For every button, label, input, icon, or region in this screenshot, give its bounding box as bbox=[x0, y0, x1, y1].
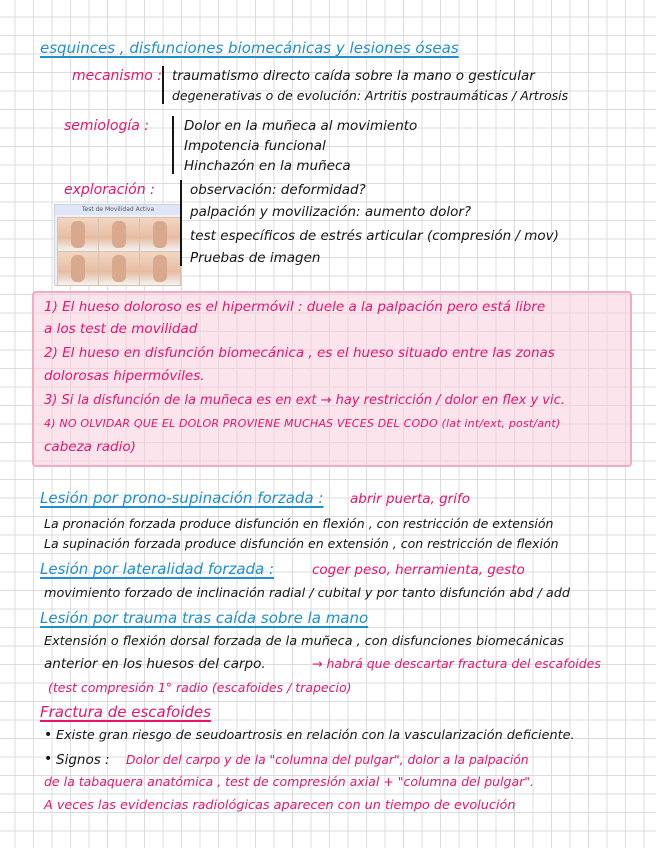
note-line-2: a los test de movilidad bbox=[44, 321, 198, 337]
prono-line-1: La pronación forzada produce disfunción en flexión , con restricción de extensión bbox=[44, 516, 554, 531]
photo-thumbnail bbox=[98, 251, 140, 286]
brace bbox=[180, 180, 182, 266]
trauma-line-2: anterior en los huesos del carpo. bbox=[44, 656, 266, 672]
prono-supination-title: Lesión por prono-supinación forzada : bbox=[40, 489, 324, 507]
trauma-test-note: (test compresión 1° radio (escafoides / trapecio) bbox=[48, 680, 352, 695]
brace bbox=[162, 66, 164, 104]
note-line-7: cabeza radio) bbox=[44, 439, 136, 455]
mecanismo-line-2: degenerativas o de evolución: Artritis postraumáticas / Artrosis bbox=[172, 88, 569, 103]
escafoides-line-3: de la tabaquera anatómica , test de compresión axial + "columna del pulgar". bbox=[44, 774, 534, 789]
trauma-line-1: Extensión o flexión dorsal forzada de la muñeca , con disfunciones biomecánicas bbox=[44, 634, 564, 649]
note-line-6: 4) NO OLVIDAR QUE EL DOLOR PROVIENE MUCHAS VECES DEL CODO (lat int/ext, post/ant) bbox=[44, 417, 561, 430]
section-title: esquinces , disfunciones biomecánicas y lesiones óseas bbox=[40, 39, 459, 57]
photo-caption: Test de Movilidad Activa bbox=[55, 205, 181, 215]
brace bbox=[172, 116, 174, 174]
photo-thumbnail bbox=[57, 217, 99, 252]
escafoides-signos-label: Signos : bbox=[56, 752, 110, 768]
prono-supination-examples: abrir puerta, grifo bbox=[350, 491, 470, 507]
exploracion-line-1: observación: deformidad? bbox=[190, 182, 366, 198]
semiologia-line-2: Impotencia funcional bbox=[184, 138, 326, 154]
exploracion-line-3: test específicos de estrés articular (compresión / mov) bbox=[190, 228, 559, 244]
trauma-arrow-note: → habrá que descartar fractura del escafoides bbox=[312, 656, 601, 671]
note-line-5: 3) Si la disfunción de la muñeca es en ext → hay restricción / dolor en flex y vic. bbox=[44, 393, 565, 408]
bullet-icon: • bbox=[44, 727, 53, 743]
semiologia-line-1: Dolor en la muñeca al movimiento bbox=[184, 118, 418, 134]
exploracion-label: exploración : bbox=[64, 182, 155, 198]
note-line-4: dolorosas hipermóviles. bbox=[44, 368, 205, 384]
trauma-title: Lesión por trauma tras caída sobre la mano bbox=[40, 609, 369, 627]
semiologia-line-3: Hinchazón en la muñeca bbox=[184, 158, 351, 174]
photo-thumbnail bbox=[98, 217, 140, 252]
prono-line-2: La supinación forzada produce disfunción en extensión , con restricción de flexión bbox=[44, 536, 559, 551]
photo-thumbnail bbox=[139, 251, 181, 286]
note-line-1: 1) El hueso doloroso es el hipermóvil : duele a la palpación pero está libre bbox=[44, 299, 546, 315]
bullet-icon: • bbox=[44, 751, 53, 767]
semiologia-label: semiología : bbox=[64, 118, 149, 134]
escafoides-line-4: A veces las evidencias radiológicas aparecen con un tiempo de evolución bbox=[44, 798, 516, 813]
escafoides-signos-text: Dolor del carpo y de la "columna del pulgar", dolor a la palpación bbox=[126, 753, 529, 767]
mecanismo-line-1: traumatismo directo caída sobre la mano o gesticular bbox=[172, 68, 535, 84]
exploration-photo bbox=[54, 204, 182, 286]
lateralidad-examples: coger peso, herramienta, gesto bbox=[312, 562, 525, 578]
lateralidad-title: Lesión por lateralidad forzada : bbox=[40, 560, 275, 578]
lateralidad-line-1: movimiento forzado de inclinación radial / cubital y por tanto disfunción abd / add bbox=[44, 586, 570, 601]
exploracion-line-4: Pruebas de imagen bbox=[190, 250, 321, 266]
mecanismo-label: mecanismo : bbox=[72, 68, 162, 84]
exploracion-line-2: palpación y movilización: aumento dolor? bbox=[190, 204, 472, 220]
photo-thumbnail bbox=[139, 217, 181, 252]
escafoides-title: Fractura de escafoides bbox=[40, 703, 211, 721]
escafoides-bullet-1: Existe gran riesgo de seudoartrosis en relación con la vascularización deficiente. bbox=[56, 728, 575, 743]
note-line-3: 2) El hueso en disfunción biomecánica , es el hueso situado entre las zonas bbox=[44, 345, 555, 361]
photo-thumbnail bbox=[57, 251, 99, 286]
notes-box bbox=[32, 291, 632, 467]
